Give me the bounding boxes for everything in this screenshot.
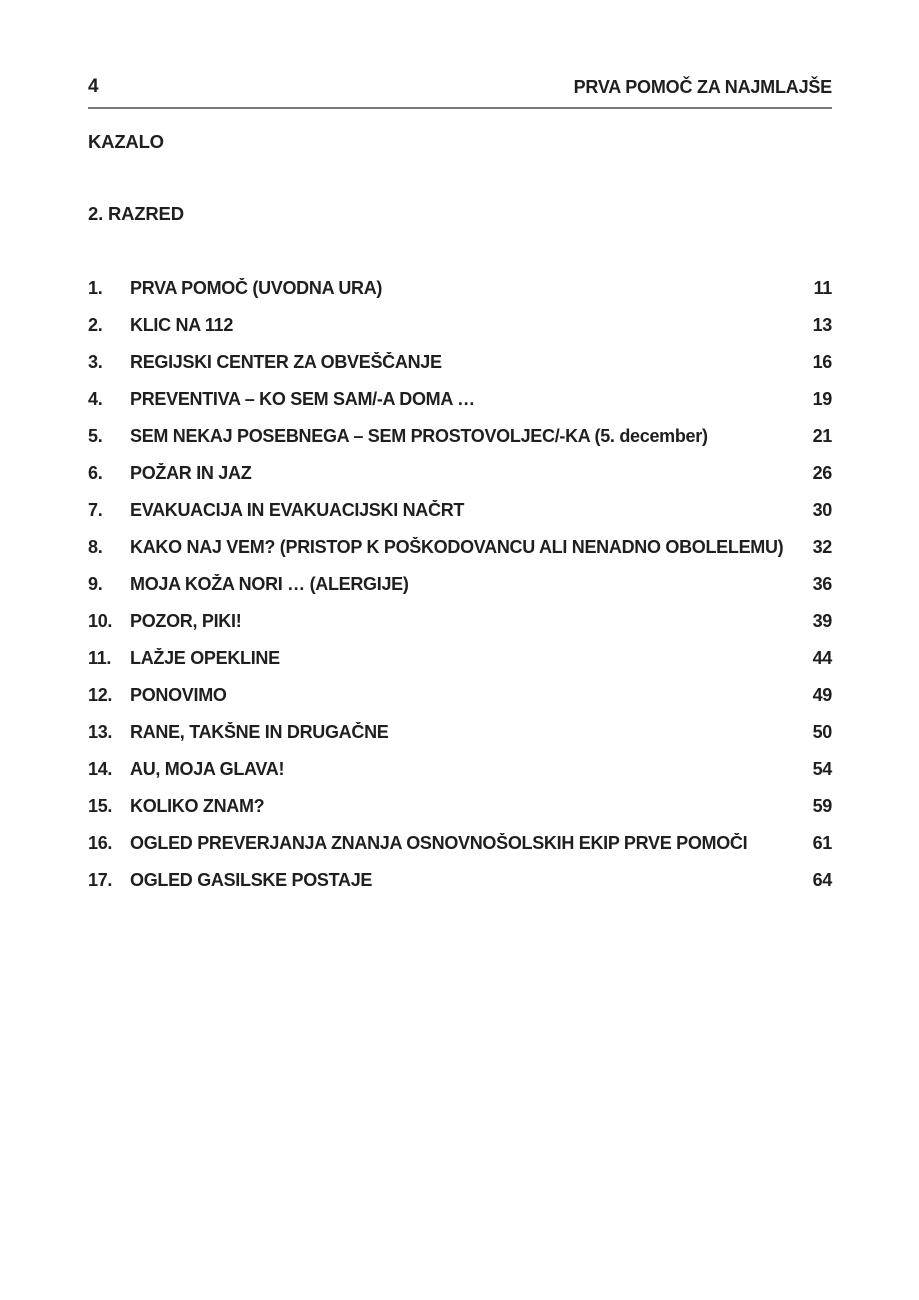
toc-item-page: 61 xyxy=(812,833,832,853)
toc-row xyxy=(88,796,832,817)
toc-row xyxy=(88,685,832,706)
toc-item-number: 6. xyxy=(88,463,103,483)
section-heading: 2. RAZRED xyxy=(88,203,184,224)
toc-item-number: 2. xyxy=(88,315,103,335)
toc-item-page: 44 xyxy=(812,648,832,668)
page-number: 4 xyxy=(88,76,99,97)
toc-item-page: 50 xyxy=(812,722,832,742)
toc-item-number: 11. xyxy=(88,648,112,668)
toc-item-number: 3. xyxy=(88,352,103,372)
toc-item-number: 7. xyxy=(88,500,103,520)
toc-item-page: 13 xyxy=(812,315,832,335)
toc-item-page: 26 xyxy=(812,463,832,483)
toc-row xyxy=(88,870,832,891)
toc-row xyxy=(88,389,832,410)
toc-row xyxy=(88,574,832,595)
toc-item-title: MOJA KOŽA NORI … (ALERGIJE) xyxy=(130,574,409,594)
toc-item-number: 15. xyxy=(88,796,113,816)
toc-item-number: 4. xyxy=(88,389,103,409)
toc-item-title: KOLIKO ZNAM? xyxy=(130,796,265,816)
toc-row xyxy=(88,352,832,373)
toc-item-number: 9. xyxy=(88,574,103,594)
toc-item-number: 8. xyxy=(88,537,103,557)
toc-item-number: 12. xyxy=(88,685,113,705)
toc-row xyxy=(88,315,832,336)
toc-row xyxy=(88,611,832,632)
toc-item-title: REGIJSKI CENTER ZA OBVEŠČANJE xyxy=(130,352,442,372)
page-header xyxy=(88,76,832,109)
toc-row xyxy=(88,722,832,743)
toc-row xyxy=(88,833,832,854)
toc-item-page: 16 xyxy=(812,352,832,372)
toc-heading: KAZALO xyxy=(88,131,164,152)
toc-item-page: 36 xyxy=(812,574,832,594)
toc-item-title: PONOVIMO xyxy=(130,685,227,705)
toc-item-page: 11 xyxy=(813,278,832,298)
toc-item-number: 5. xyxy=(88,426,103,446)
toc-item-page: 59 xyxy=(812,796,832,816)
toc-row xyxy=(88,759,832,780)
toc-item-title: KLIC NA 112 xyxy=(130,315,234,335)
toc-item-title: POŽAR IN JAZ xyxy=(130,463,252,483)
toc-item-title: POZOR, PIKI! xyxy=(130,611,242,631)
toc-item-title: OGLED GASILSKE POSTAJE xyxy=(130,870,373,890)
toc-row xyxy=(88,648,832,669)
toc-item-page: 32 xyxy=(812,537,832,557)
toc-row xyxy=(88,463,832,484)
toc-item-number: 10. xyxy=(88,611,113,631)
toc-row xyxy=(88,426,832,447)
toc-item-title: AU, MOJA GLAVA! xyxy=(130,759,285,779)
toc-item-title: PREVENTIVA – KO SEM SAM/-A DOMA … xyxy=(130,389,475,409)
toc-list xyxy=(88,278,832,891)
toc-item-number: 14. xyxy=(88,759,113,779)
page-content xyxy=(88,76,832,907)
toc-row xyxy=(88,500,832,521)
toc-item-title: SEM NEKAJ POSEBNEGA – SEM PROSTOVOLJEC/-KA (5. december) xyxy=(130,426,708,446)
toc-item-title: KAKO NAJ VEM? (PRISTOP K POŠKODOVANCU ALI NENADNO OBOLELEMU) xyxy=(130,537,784,557)
toc-item-page: 39 xyxy=(812,611,832,631)
toc-item-page: 49 xyxy=(812,685,832,705)
toc-item-title: RANE, TAKŠNE IN DRUGAČNE xyxy=(130,722,389,742)
toc-item-number: 13. xyxy=(88,722,113,742)
toc-item-title: LAŽJE OPEKLINE xyxy=(130,648,280,668)
toc-item-page: 21 xyxy=(812,426,832,446)
toc-item-page: 19 xyxy=(812,389,832,409)
toc-row xyxy=(88,278,832,299)
toc-row xyxy=(88,537,832,558)
toc-item-title: PRVA POMOČ (UVODNA URA) xyxy=(130,278,383,298)
toc-item-title: OGLED PREVERJANJA ZNANJA OSNOVNOŠOLSKIH EKIP PRVE POMOČI xyxy=(130,833,748,853)
toc-item-page: 30 xyxy=(812,500,832,520)
toc-item-number: 1. xyxy=(88,278,103,298)
toc-item-title: EVAKUACIJA IN EVAKUACIJSKI NAČRT xyxy=(130,500,465,520)
toc-item-number: 16. xyxy=(88,833,113,853)
toc-item-page: 64 xyxy=(812,870,832,890)
toc-item-number: 17. xyxy=(88,870,113,890)
book-title: PRVA POMOČ ZA NAJMLAJŠE xyxy=(573,77,832,97)
toc-item-page: 54 xyxy=(812,759,832,779)
